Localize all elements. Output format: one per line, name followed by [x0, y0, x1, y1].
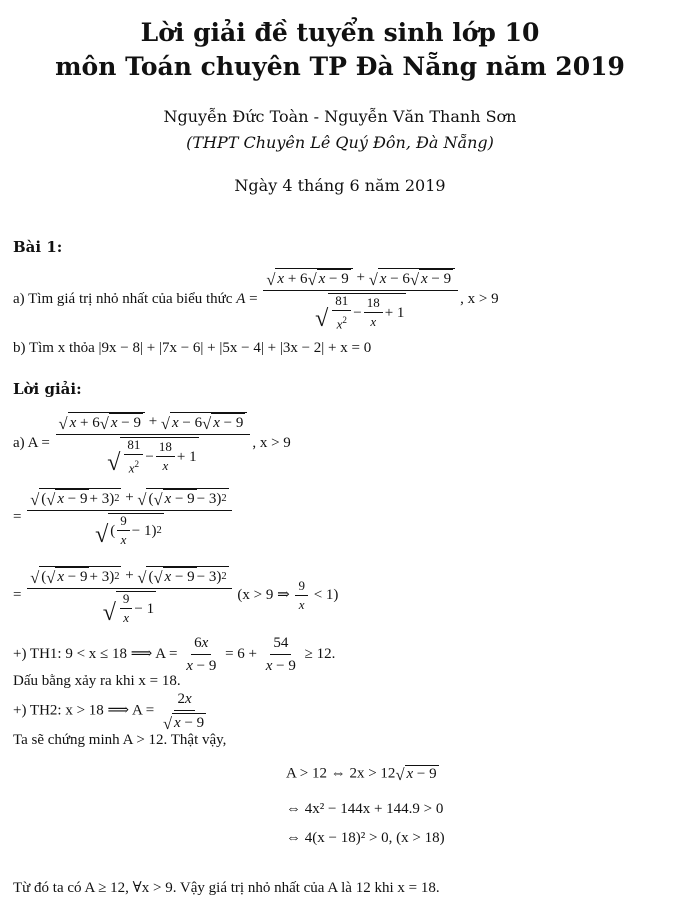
equality-note: Dấu bằng xảy ra khi x = 18. — [13, 673, 181, 689]
affiliation: (THPT Chuyên Lê Quý Đôn, Đà Nẵng) — [186, 133, 494, 152]
conclusion: Từ đó ta có A ≥ 12, ∀x > 9. Vậy giá trị nhỏ nhất của A là 12 khi x = 18. — [13, 880, 440, 896]
case-2: +) TH2: x > 18 ⟹ A = 2x √ x − 9 — [13, 691, 205, 733]
date: Ngày 4 tháng 6 năm 2019 — [234, 176, 446, 195]
solution-step-3: = √ ( √ x − 9 + 3) 2 + √ ( √ x − 9 − 3) 2 √ $\frac{9}{x}$ − 1 (x > 9 ⇒ $\frac{9}{x}$ < 1) — [13, 567, 339, 626]
equation-1: A > 12 ⇔ 2x > 12 √ x − 9 — [286, 764, 437, 784]
problem-heading: Bài 1: — [13, 238, 63, 256]
problem-part-a: a) Tìm giá trị nhỏ nhất của biểu thức A = √ x + 6 √ x − 9 + √ x − 6 √ x − 9 √ $\frac{81}{x^2}$ − $\frac{18}{x}$ + 1 , x > 9 — [13, 269, 499, 333]
solution-heading: Lời giải: — [13, 380, 82, 398]
problem-part-b: b) Tìm x thỏa |9x − 8| + |7x − 6| + |5x − 4| + |3x − 2| + x = 0 — [13, 340, 372, 356]
expression-a-fraction: √ x + 6 √ x − 9 + √ x − 6 √ x − 9 √ $\frac{81}{x^2}$ − $\frac{18}{x}$ + 1 — [263, 268, 458, 331]
title-line-2: môn Toán chuyên TP Đà Nẵng năm 2019 — [55, 52, 625, 81]
equation-3: ⇔ 4(x − 18)² > 0, (x > 18) — [286, 830, 445, 846]
solution-step-1: a) A = √ x + 6 √ x − 9 + √ x − 6 √ x − 9 √ $\frac{81}{x^2}$ − $\frac{18}{x}$ + 1 , x > 9 — [13, 413, 291, 477]
case-1: +) TH1: 9 < x ≤ 18 ⟹ A = $\frac{6x}{x - 9}$ = 6 + $\frac{54}{x - 9}$ ≥ 12. — [13, 635, 336, 674]
prove-statement: Ta sẽ chứng minh A > 12. Thật vậy, — [13, 732, 227, 748]
equation-2: ⇔ 4x² − 144x + 144.9 > 0 — [286, 801, 444, 817]
title-line-1: Lời giải đề tuyển sinh lớp 10 — [140, 18, 540, 47]
solution-step-2: = √ ( √ x − 9 + 3) 2 + √ ( √ x − 9 − 3) 2 √ ( $\frac{9}{x}$ − 1) 2 — [13, 488, 234, 547]
authors: Nguyễn Đức Toàn - Nguyễn Văn Thanh Sơn — [163, 107, 517, 126]
